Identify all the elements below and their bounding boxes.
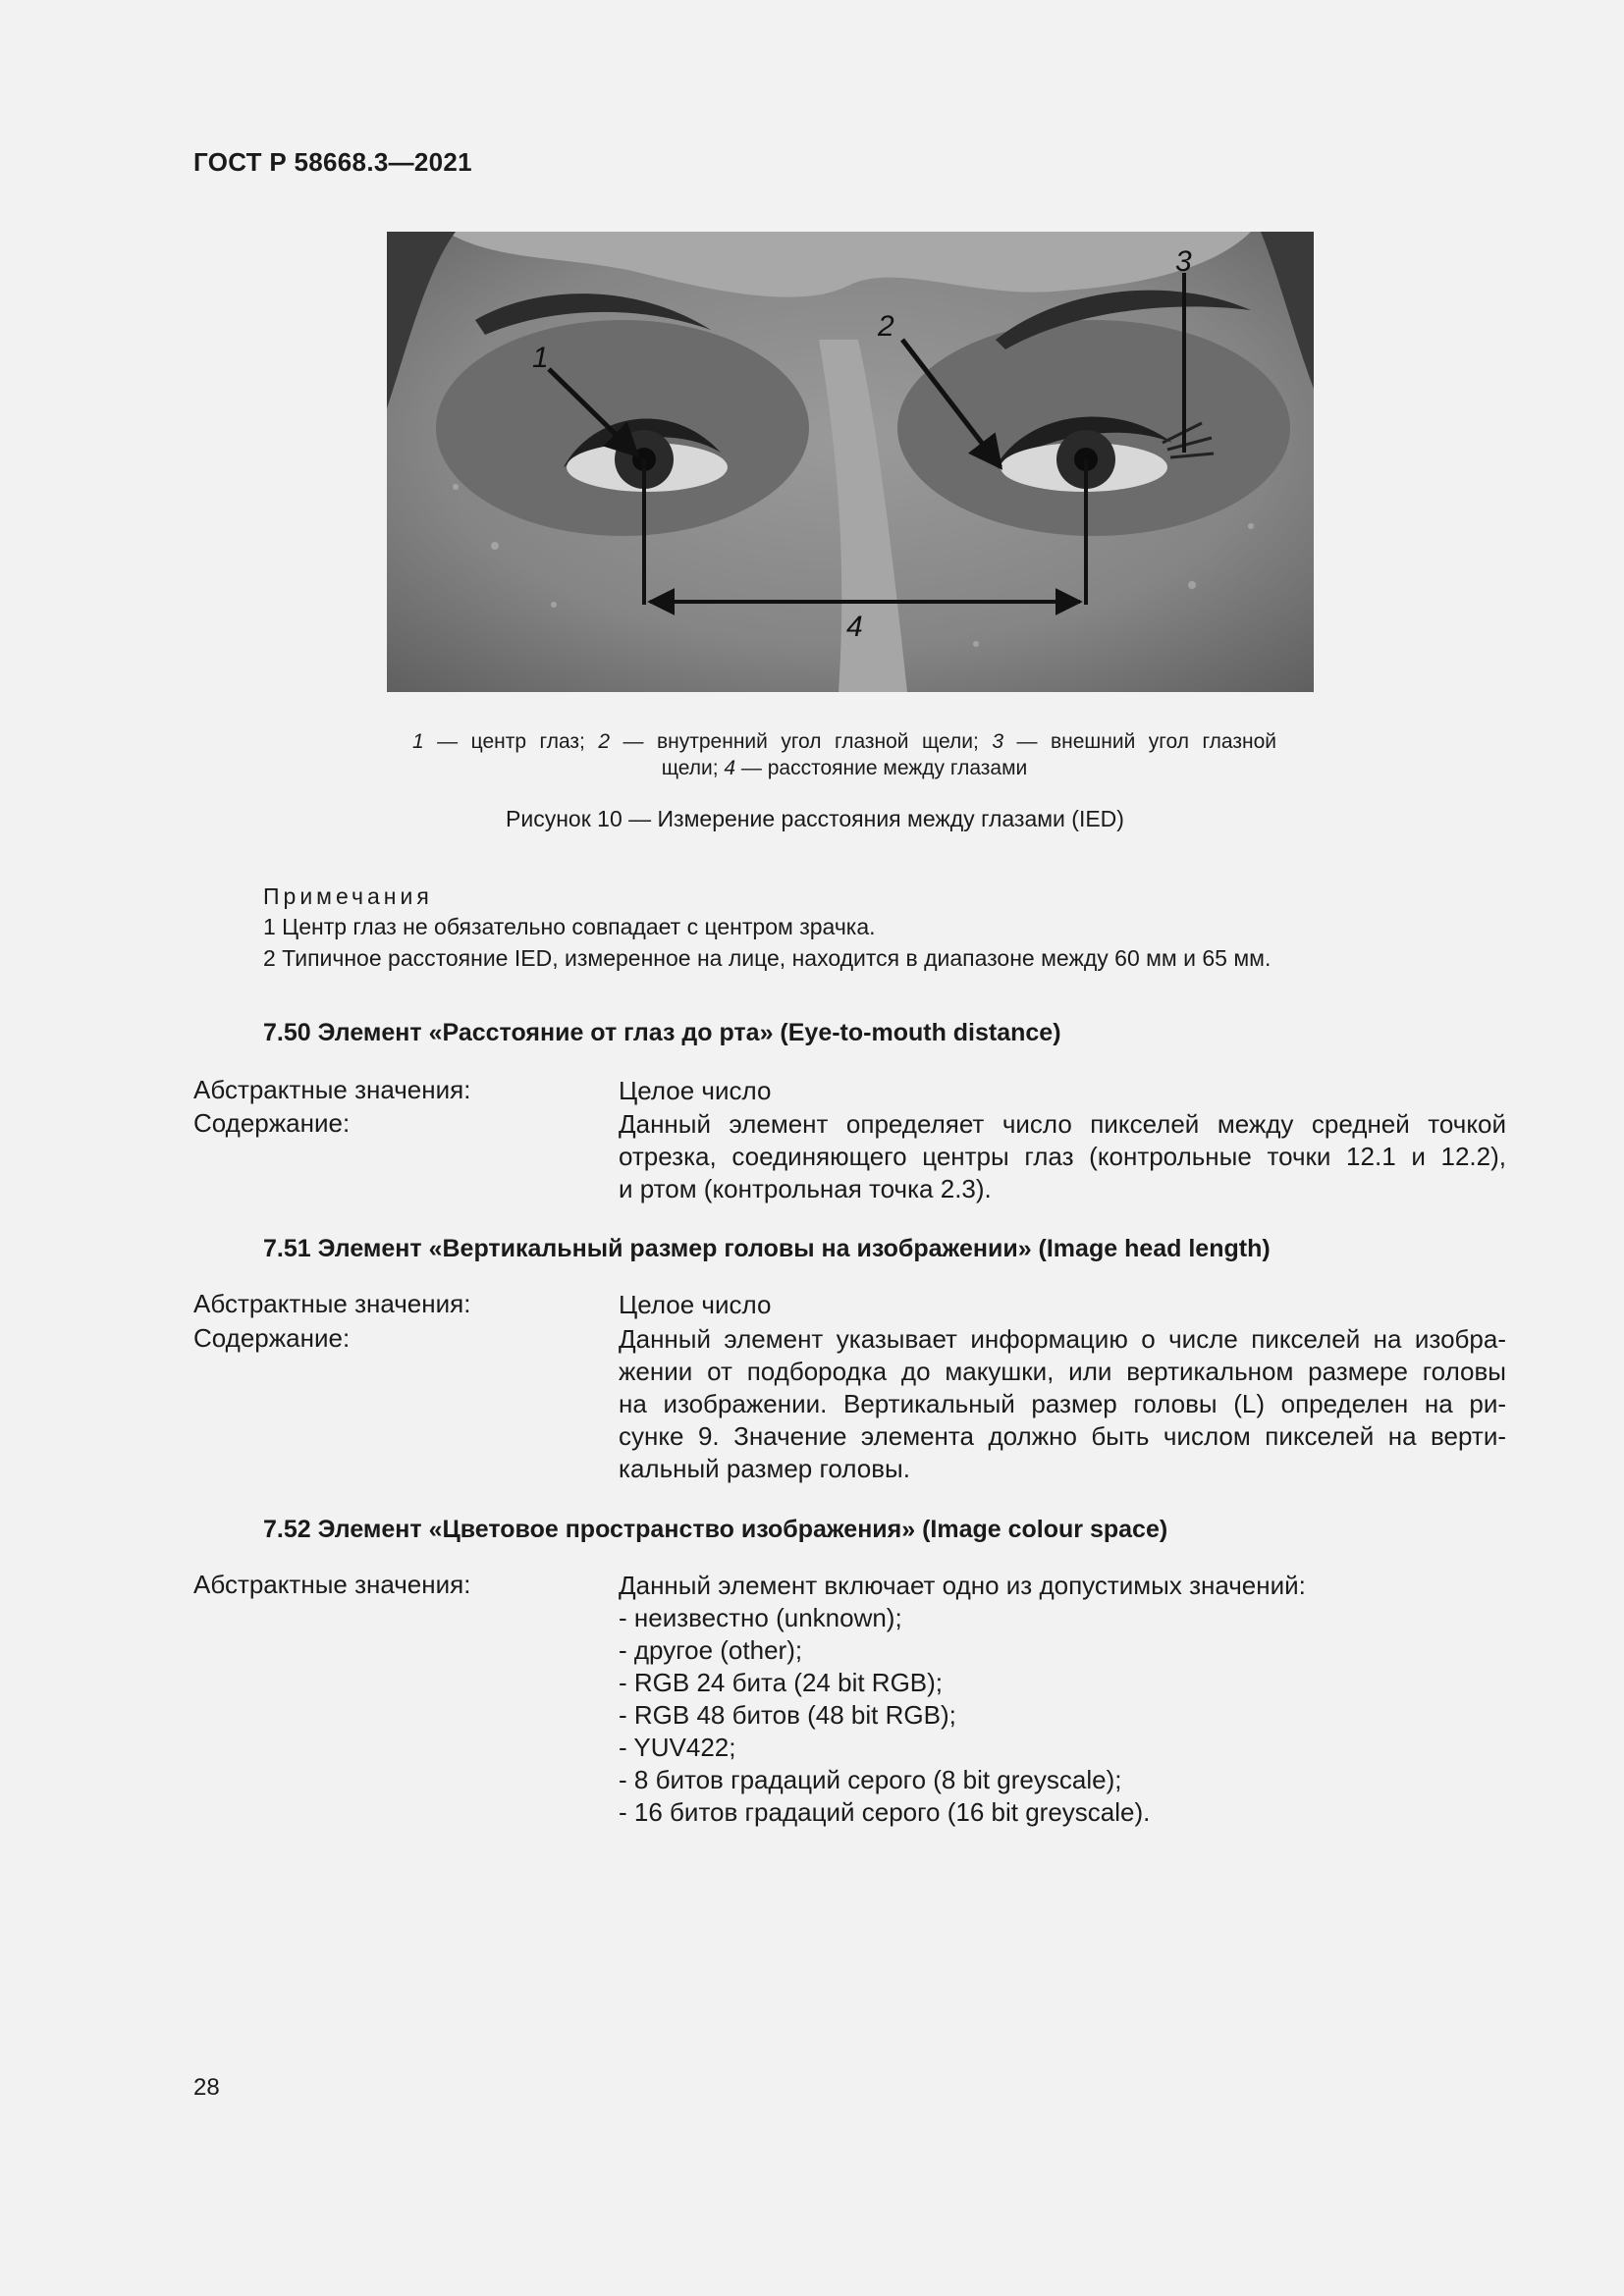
content-label-7-50: Содержание: xyxy=(193,1108,351,1138)
section-title-7-50: 7.50 Элемент «Расстояние от глаз до рта» (Eye-to-mouth distance) xyxy=(263,1019,1061,1046)
abstract-value-7-50: Целое число xyxy=(619,1076,772,1105)
content-line: на изображении. Вертикальный размер головы (L) определен на ри- xyxy=(619,1389,1506,1418)
abstract-label-7-52: Абстрактные значения: xyxy=(193,1570,471,1599)
content-line: Данный элемент указывает информацию о числе пикселей на изобра- xyxy=(619,1324,1506,1354)
content-line: жении от подбородка до макушки, или вертикальном размере головы xyxy=(619,1357,1506,1386)
content-line: и ртом (контрольная точка 2.3). xyxy=(619,1174,992,1203)
list-item: - 8 битов градаций серого (8 bit greyscale); xyxy=(619,1765,1122,1794)
legend-text-2: — внутренний угол глазной щели; xyxy=(610,730,993,753)
content-line: Данный элемент определяет число пикселей между средней точкой xyxy=(619,1109,1506,1139)
abstract-label-7-51: Абстрактные значения: xyxy=(193,1289,471,1318)
list-item: - RGB 24 бита (24 bit RGB); xyxy=(619,1668,944,1697)
list-item: - 16 битов градаций серого (16 bit greyscale). xyxy=(619,1797,1151,1827)
content-line: кальный размер головы. xyxy=(619,1454,910,1483)
marker-label-2: 2 xyxy=(878,310,894,343)
content-line: сунке 9. Значение элемента должно быть числом пикселей на верти- xyxy=(619,1421,1506,1451)
marker-label-3: 3 xyxy=(1175,245,1192,278)
legend-text-1: — центр глаз; xyxy=(423,730,599,753)
figure-legend xyxy=(412,728,1276,781)
list-item: - YUV422; xyxy=(619,1733,736,1762)
abstract-label-7-50: Абстрактные значения: xyxy=(193,1075,471,1104)
content-line: отрезка, соединяющего центры глаз (контрольные точки 12.1 и 12.2), xyxy=(619,1142,1506,1171)
abstract-intro: Данный элемент включает одно из допустимых значений: xyxy=(619,1571,1306,1600)
marker-label-1: 1 xyxy=(532,342,549,374)
list-item: - RGB 48 битов (48 bit RGB); xyxy=(619,1700,956,1730)
note-item-1: 1 Центр глаз не обязательно совпадает с центром зрачка. xyxy=(263,914,876,939)
legend-text-4: — расстояние между глазами xyxy=(735,757,1028,779)
marker-label-4: 4 xyxy=(846,611,863,643)
legend-num-4: 4 xyxy=(724,757,736,779)
content-label-7-51: Содержание: xyxy=(193,1323,351,1353)
list-item: - другое (other); xyxy=(619,1635,803,1665)
legend-line-1 xyxy=(412,728,1276,755)
legend-num-1: 1 xyxy=(412,730,424,753)
section-title-7-52: 7.52 Элемент «Цветовое пространство изображения» (Image colour space) xyxy=(263,1516,1168,1543)
abstract-value-7-52 xyxy=(619,1570,1506,1829)
notes-title: Примечания xyxy=(263,883,433,909)
list-item: - неизвестно (unknown); xyxy=(619,1603,902,1632)
content-value-7-50 xyxy=(619,1108,1506,1205)
page-number: 28 xyxy=(193,2074,220,2101)
legend-num-2: 2 xyxy=(598,730,611,753)
abstract-value-7-51: Целое число xyxy=(619,1290,772,1319)
legend-num-3: 3 xyxy=(992,730,1004,753)
legend-prefix-4: щели; xyxy=(661,757,725,779)
content-value-7-51 xyxy=(619,1323,1506,1485)
legend-text-3: — внешний угол глазной xyxy=(1003,730,1276,753)
eyes-photo-figure xyxy=(387,232,1314,692)
figure-caption: Рисунок 10 — Измерение расстояния между глазами (IED) xyxy=(506,806,1124,831)
section-title-7-51: 7.51 Элемент «Вертикальный размер головы на изображении» (Image head length) xyxy=(263,1235,1271,1262)
legend-line-2 xyxy=(412,755,1276,781)
note-item-2: 2 Типичное расстояние IED, измеренное на лице, находится в диапазоне между 60 мм и 65 мм. xyxy=(263,945,1272,971)
document-header: ГОСТ Р 58668.3—2021 xyxy=(193,147,472,177)
